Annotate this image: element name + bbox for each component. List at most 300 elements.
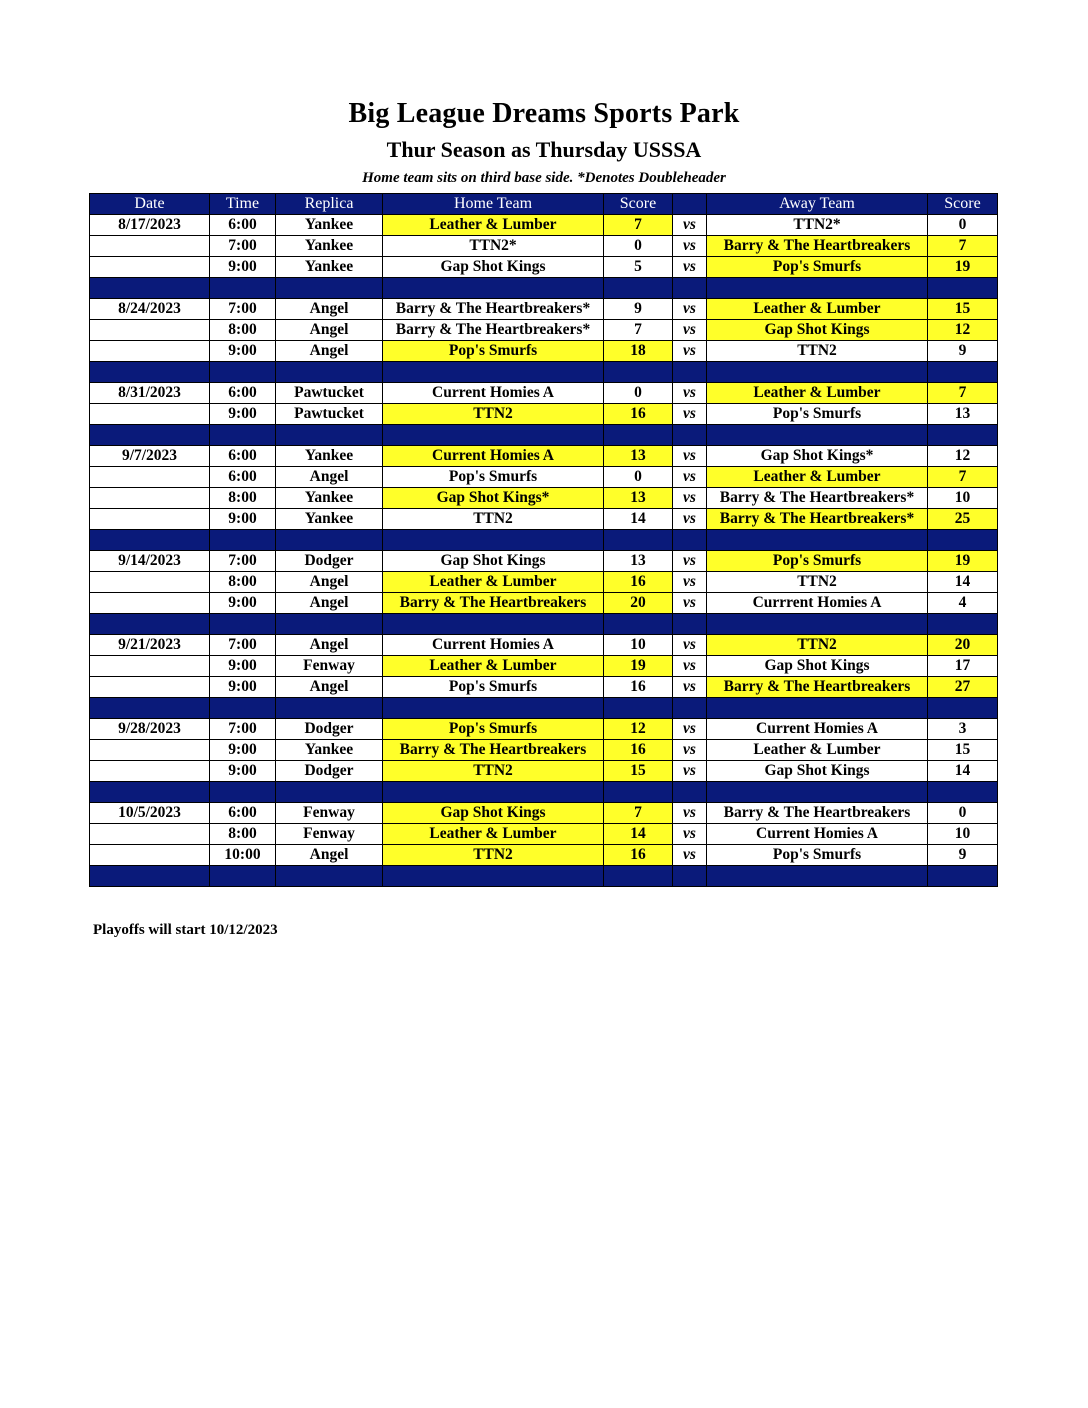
game-time: 7:00 bbox=[210, 635, 276, 656]
game-replica: Fenway bbox=[276, 656, 383, 677]
separator-cell bbox=[928, 530, 998, 551]
separator-cell bbox=[673, 530, 707, 551]
vs-label: vs bbox=[673, 383, 707, 404]
separator-cell bbox=[383, 698, 604, 719]
away-score: 9 bbox=[928, 845, 998, 866]
separator-cell bbox=[604, 425, 673, 446]
home-score: 0 bbox=[604, 236, 673, 257]
away-score: 9 bbox=[928, 341, 998, 362]
separator-cell bbox=[707, 614, 928, 635]
home-score: 12 bbox=[604, 719, 673, 740]
col-home-team: Home Team bbox=[383, 194, 604, 215]
playoffs-note: Playoffs will start 10/12/2023 bbox=[93, 922, 278, 938]
separator-cell bbox=[928, 614, 998, 635]
vs-label: vs bbox=[673, 404, 707, 425]
game-time: 9:00 bbox=[210, 404, 276, 425]
game-time: 6:00 bbox=[210, 446, 276, 467]
home-team: TTN2 bbox=[383, 404, 604, 425]
separator-cell bbox=[383, 530, 604, 551]
separator-cell bbox=[673, 425, 707, 446]
game-row bbox=[90, 824, 998, 845]
away-team: Gap Shot Kings* bbox=[707, 446, 928, 467]
week-separator bbox=[90, 698, 998, 719]
game-replica: Pawtucket bbox=[276, 383, 383, 404]
header-row bbox=[90, 194, 998, 215]
week-separator bbox=[90, 782, 998, 803]
game-time: 7:00 bbox=[210, 299, 276, 320]
away-team: Pop's Smurfs bbox=[707, 551, 928, 572]
home-score: 7 bbox=[604, 215, 673, 236]
separator-cell bbox=[707, 278, 928, 299]
page-subtitle: Thur Season as Thursday USSSA bbox=[386, 137, 702, 162]
home-score: 7 bbox=[604, 320, 673, 341]
separator-cell bbox=[604, 614, 673, 635]
away-team: Barry & The Heartbreakers* bbox=[707, 509, 928, 530]
game-date bbox=[90, 236, 210, 257]
away-team: Currrent Homies A bbox=[707, 593, 928, 614]
home-score: 13 bbox=[604, 551, 673, 572]
home-team: Pop's Smurfs bbox=[383, 719, 604, 740]
home-team: Gap Shot Kings bbox=[383, 803, 604, 824]
separator-cell bbox=[707, 782, 928, 803]
home-team: Leather & Lumber bbox=[383, 824, 604, 845]
separator-cell bbox=[90, 698, 210, 719]
separator-cell bbox=[383, 614, 604, 635]
game-date bbox=[90, 572, 210, 593]
separator-cell bbox=[90, 530, 210, 551]
game-replica: Angel bbox=[276, 572, 383, 593]
away-score: 7 bbox=[928, 467, 998, 488]
separator-cell bbox=[673, 782, 707, 803]
home-team: Barry & The Heartbreakers* bbox=[383, 299, 604, 320]
away-score: 15 bbox=[928, 299, 998, 320]
home-team: Current Homies A bbox=[383, 383, 604, 404]
game-row bbox=[90, 635, 998, 656]
away-score: 12 bbox=[928, 320, 998, 341]
away-score: 27 bbox=[928, 677, 998, 698]
away-team: TTN2 bbox=[707, 341, 928, 362]
vs-label: vs bbox=[673, 551, 707, 572]
game-replica: Pawtucket bbox=[276, 404, 383, 425]
separator-cell bbox=[928, 866, 998, 887]
home-score: 16 bbox=[604, 845, 673, 866]
vs-label: vs bbox=[673, 719, 707, 740]
game-date bbox=[90, 593, 210, 614]
vs-label: vs bbox=[673, 656, 707, 677]
game-row bbox=[90, 656, 998, 677]
separator-cell bbox=[707, 362, 928, 383]
away-score: 7 bbox=[928, 383, 998, 404]
home-score: 14 bbox=[604, 824, 673, 845]
away-team: Gap Shot Kings bbox=[707, 761, 928, 782]
game-row bbox=[90, 257, 998, 278]
game-date bbox=[90, 404, 210, 425]
game-time: 9:00 bbox=[210, 677, 276, 698]
vs-label: vs bbox=[673, 635, 707, 656]
game-time: 9:00 bbox=[210, 740, 276, 761]
game-row bbox=[90, 719, 998, 740]
away-team: Current Homies A bbox=[707, 719, 928, 740]
home-score: 13 bbox=[604, 446, 673, 467]
away-team: TTN2* bbox=[707, 215, 928, 236]
separator-cell bbox=[707, 698, 928, 719]
separator-cell bbox=[276, 782, 383, 803]
home-score: 16 bbox=[604, 572, 673, 593]
col-home-score: Score bbox=[604, 194, 673, 215]
separator-cell bbox=[276, 278, 383, 299]
separator-cell bbox=[210, 362, 276, 383]
game-date bbox=[90, 824, 210, 845]
game-row bbox=[90, 320, 998, 341]
separator-cell bbox=[383, 278, 604, 299]
week-separator bbox=[90, 362, 998, 383]
game-replica: Yankee bbox=[276, 236, 383, 257]
separator-cell bbox=[90, 362, 210, 383]
home-score: 19 bbox=[604, 656, 673, 677]
game-row bbox=[90, 803, 998, 824]
separator-cell bbox=[276, 425, 383, 446]
vs-label: vs bbox=[673, 761, 707, 782]
separator-cell bbox=[90, 866, 210, 887]
away-score: 13 bbox=[928, 404, 998, 425]
vs-label: vs bbox=[673, 509, 707, 530]
col-away-score: Score bbox=[928, 194, 998, 215]
game-row bbox=[90, 467, 998, 488]
game-time: 6:00 bbox=[210, 467, 276, 488]
away-team: Leather & Lumber bbox=[707, 740, 928, 761]
week-separator bbox=[90, 614, 998, 635]
game-row bbox=[90, 215, 998, 236]
game-replica: Yankee bbox=[276, 215, 383, 236]
separator-cell bbox=[276, 698, 383, 719]
page-title: Big League Dreams Sports Park bbox=[348, 98, 740, 129]
game-row bbox=[90, 341, 998, 362]
home-team: Current Homies A bbox=[383, 635, 604, 656]
away-team: TTN2 bbox=[707, 635, 928, 656]
home-team: Current Homies A bbox=[383, 446, 604, 467]
home-team: Barry & The Heartbreakers* bbox=[383, 320, 604, 341]
game-date: 9/21/2023 bbox=[90, 635, 210, 656]
home-team: Gap Shot Kings bbox=[383, 551, 604, 572]
game-row bbox=[90, 404, 998, 425]
away-team: Leather & Lumber bbox=[707, 299, 928, 320]
col-date: Date bbox=[90, 194, 210, 215]
separator-cell bbox=[673, 698, 707, 719]
vs-label: vs bbox=[673, 236, 707, 257]
separator-cell bbox=[383, 362, 604, 383]
away-team: Gap Shot Kings bbox=[707, 656, 928, 677]
game-time: 9:00 bbox=[210, 593, 276, 614]
away-team: Barry & The Heartbreakers bbox=[707, 803, 928, 824]
separator-cell bbox=[928, 782, 998, 803]
home-team: TTN2 bbox=[383, 761, 604, 782]
doubleheader-note: Home team sits on third base side. *Denotes Doubleheader bbox=[362, 170, 726, 186]
game-date bbox=[90, 761, 210, 782]
home-score: 7 bbox=[604, 803, 673, 824]
away-team: Leather & Lumber bbox=[707, 383, 928, 404]
separator-cell bbox=[707, 866, 928, 887]
separator-cell bbox=[210, 782, 276, 803]
game-time: 6:00 bbox=[210, 803, 276, 824]
game-replica: Angel bbox=[276, 635, 383, 656]
col-time: Time bbox=[210, 194, 276, 215]
home-score: 16 bbox=[604, 404, 673, 425]
vs-label: vs bbox=[673, 467, 707, 488]
away-team: Leather & Lumber bbox=[707, 467, 928, 488]
game-replica: Yankee bbox=[276, 488, 383, 509]
vs-label: vs bbox=[673, 257, 707, 278]
separator-cell bbox=[210, 530, 276, 551]
separator-cell bbox=[707, 425, 928, 446]
game-replica: Angel bbox=[276, 341, 383, 362]
separator-cell bbox=[604, 278, 673, 299]
separator-cell bbox=[276, 530, 383, 551]
game-replica: Angel bbox=[276, 593, 383, 614]
separator-cell bbox=[383, 782, 604, 803]
home-team: Leather & Lumber bbox=[383, 572, 604, 593]
away-score: 12 bbox=[928, 446, 998, 467]
separator-cell bbox=[90, 425, 210, 446]
game-time: 7:00 bbox=[210, 236, 276, 257]
home-score: 0 bbox=[604, 467, 673, 488]
game-row bbox=[90, 572, 998, 593]
away-score: 19 bbox=[928, 551, 998, 572]
vs-label: vs bbox=[673, 215, 707, 236]
game-time: 6:00 bbox=[210, 215, 276, 236]
game-date bbox=[90, 341, 210, 362]
game-row bbox=[90, 509, 998, 530]
away-team: Gap Shot Kings bbox=[707, 320, 928, 341]
vs-label: vs bbox=[673, 299, 707, 320]
game-replica: Yankee bbox=[276, 740, 383, 761]
home-team: Barry & The Heartbreakers bbox=[383, 593, 604, 614]
home-score: 15 bbox=[604, 761, 673, 782]
game-row bbox=[90, 593, 998, 614]
game-date bbox=[90, 488, 210, 509]
home-score: 20 bbox=[604, 593, 673, 614]
game-row bbox=[90, 383, 998, 404]
separator-cell bbox=[383, 866, 604, 887]
vs-label: vs bbox=[673, 845, 707, 866]
away-score: 7 bbox=[928, 236, 998, 257]
away-team: Barry & The Heartbreakers bbox=[707, 236, 928, 257]
away-team: TTN2 bbox=[707, 572, 928, 593]
game-date bbox=[90, 677, 210, 698]
separator-cell bbox=[707, 530, 928, 551]
week-separator bbox=[90, 278, 998, 299]
game-date: 9/7/2023 bbox=[90, 446, 210, 467]
away-score: 20 bbox=[928, 635, 998, 656]
game-replica: Dodger bbox=[276, 551, 383, 572]
game-time: 9:00 bbox=[210, 341, 276, 362]
game-replica: Yankee bbox=[276, 257, 383, 278]
separator-cell bbox=[928, 278, 998, 299]
home-team: TTN2 bbox=[383, 845, 604, 866]
away-score: 0 bbox=[928, 803, 998, 824]
separator-cell bbox=[90, 614, 210, 635]
vs-label: vs bbox=[673, 740, 707, 761]
game-date bbox=[90, 467, 210, 488]
schedule-table bbox=[89, 193, 998, 887]
separator-cell bbox=[604, 866, 673, 887]
game-date: 8/24/2023 bbox=[90, 299, 210, 320]
week-separator bbox=[90, 866, 998, 887]
home-team: Pop's Smurfs bbox=[383, 341, 604, 362]
game-date bbox=[90, 320, 210, 341]
home-score: 10 bbox=[604, 635, 673, 656]
home-team: TTN2* bbox=[383, 236, 604, 257]
game-date: 10/5/2023 bbox=[90, 803, 210, 824]
col-replica: Replica bbox=[276, 194, 383, 215]
separator-cell bbox=[604, 782, 673, 803]
game-date bbox=[90, 509, 210, 530]
home-score: 16 bbox=[604, 677, 673, 698]
separator-cell bbox=[210, 614, 276, 635]
game-time: 9:00 bbox=[210, 509, 276, 530]
game-replica: Angel bbox=[276, 299, 383, 320]
separator-cell bbox=[928, 698, 998, 719]
vs-label: vs bbox=[673, 446, 707, 467]
separator-cell bbox=[604, 530, 673, 551]
away-team: Current Homies A bbox=[707, 824, 928, 845]
home-score: 13 bbox=[604, 488, 673, 509]
home-score: 16 bbox=[604, 740, 673, 761]
home-team: Pop's Smurfs bbox=[383, 677, 604, 698]
game-replica: Dodger bbox=[276, 761, 383, 782]
away-score: 17 bbox=[928, 656, 998, 677]
game-date: 9/28/2023 bbox=[90, 719, 210, 740]
game-time: 9:00 bbox=[210, 656, 276, 677]
game-date bbox=[90, 656, 210, 677]
game-date: 8/17/2023 bbox=[90, 215, 210, 236]
away-team: Pop's Smurfs bbox=[707, 257, 928, 278]
game-time: 9:00 bbox=[210, 761, 276, 782]
game-row bbox=[90, 236, 998, 257]
game-row bbox=[90, 740, 998, 761]
separator-cell bbox=[210, 425, 276, 446]
away-score: 10 bbox=[928, 824, 998, 845]
separator-cell bbox=[673, 614, 707, 635]
game-row bbox=[90, 761, 998, 782]
away-team: Barry & The Heartbreakers bbox=[707, 677, 928, 698]
separator-cell bbox=[383, 425, 604, 446]
away-score: 14 bbox=[928, 572, 998, 593]
home-score: 14 bbox=[604, 509, 673, 530]
game-replica: Fenway bbox=[276, 803, 383, 824]
game-time: 7:00 bbox=[210, 551, 276, 572]
game-time: 8:00 bbox=[210, 488, 276, 509]
home-team: Gap Shot Kings* bbox=[383, 488, 604, 509]
game-row bbox=[90, 488, 998, 509]
game-replica: Angel bbox=[276, 467, 383, 488]
home-team: Pop's Smurfs bbox=[383, 467, 604, 488]
away-score: 3 bbox=[928, 719, 998, 740]
game-replica: Angel bbox=[276, 320, 383, 341]
col-away-team: Away Team bbox=[707, 194, 928, 215]
game-date bbox=[90, 845, 210, 866]
game-row bbox=[90, 677, 998, 698]
separator-cell bbox=[604, 698, 673, 719]
away-score: 4 bbox=[928, 593, 998, 614]
game-row bbox=[90, 845, 998, 866]
game-time: 8:00 bbox=[210, 824, 276, 845]
home-team: TTN2 bbox=[383, 509, 604, 530]
game-time: 10:00 bbox=[210, 845, 276, 866]
home-team: Leather & Lumber bbox=[383, 215, 604, 236]
vs-label: vs bbox=[673, 320, 707, 341]
home-score: 5 bbox=[604, 257, 673, 278]
separator-cell bbox=[928, 362, 998, 383]
separator-cell bbox=[90, 278, 210, 299]
separator-cell bbox=[673, 278, 707, 299]
vs-label: vs bbox=[673, 572, 707, 593]
game-row bbox=[90, 551, 998, 572]
game-replica: Angel bbox=[276, 845, 383, 866]
game-time: 8:00 bbox=[210, 320, 276, 341]
separator-cell bbox=[210, 866, 276, 887]
separator-cell bbox=[210, 698, 276, 719]
vs-label: vs bbox=[673, 341, 707, 362]
away-score: 0 bbox=[928, 215, 998, 236]
separator-cell bbox=[673, 362, 707, 383]
separator-cell bbox=[210, 278, 276, 299]
separator-cell bbox=[673, 866, 707, 887]
away-score: 14 bbox=[928, 761, 998, 782]
away-score: 19 bbox=[928, 257, 998, 278]
away-team: Pop's Smurfs bbox=[707, 404, 928, 425]
away-score: 10 bbox=[928, 488, 998, 509]
col-vs bbox=[673, 194, 707, 215]
away-team: Pop's Smurfs bbox=[707, 845, 928, 866]
game-replica: Angel bbox=[276, 677, 383, 698]
away-team: Barry & The Heartbreakers* bbox=[707, 488, 928, 509]
separator-cell bbox=[90, 782, 210, 803]
game-replica: Yankee bbox=[276, 446, 383, 467]
game-date bbox=[90, 740, 210, 761]
game-date: 8/31/2023 bbox=[90, 383, 210, 404]
home-team: Gap Shot Kings bbox=[383, 257, 604, 278]
separator-cell bbox=[276, 614, 383, 635]
week-separator bbox=[90, 425, 998, 446]
home-team: Leather & Lumber bbox=[383, 656, 604, 677]
game-replica: Fenway bbox=[276, 824, 383, 845]
game-date bbox=[90, 257, 210, 278]
separator-cell bbox=[604, 362, 673, 383]
vs-label: vs bbox=[673, 488, 707, 509]
home-score: 9 bbox=[604, 299, 673, 320]
separator-cell bbox=[276, 866, 383, 887]
schedule-body bbox=[90, 215, 998, 887]
separator-cell bbox=[928, 425, 998, 446]
game-row bbox=[90, 299, 998, 320]
vs-label: vs bbox=[673, 824, 707, 845]
vs-label: vs bbox=[673, 593, 707, 614]
away-score: 15 bbox=[928, 740, 998, 761]
game-time: 6:00 bbox=[210, 383, 276, 404]
home-score: 18 bbox=[604, 341, 673, 362]
game-row bbox=[90, 446, 998, 467]
game-replica: Yankee bbox=[276, 509, 383, 530]
game-time: 7:00 bbox=[210, 719, 276, 740]
away-score: 25 bbox=[928, 509, 998, 530]
home-score: 0 bbox=[604, 383, 673, 404]
separator-cell bbox=[276, 362, 383, 383]
home-team: Barry & The Heartbreakers bbox=[383, 740, 604, 761]
game-replica: Dodger bbox=[276, 719, 383, 740]
game-time: 8:00 bbox=[210, 572, 276, 593]
game-date: 9/14/2023 bbox=[90, 551, 210, 572]
vs-label: vs bbox=[673, 677, 707, 698]
